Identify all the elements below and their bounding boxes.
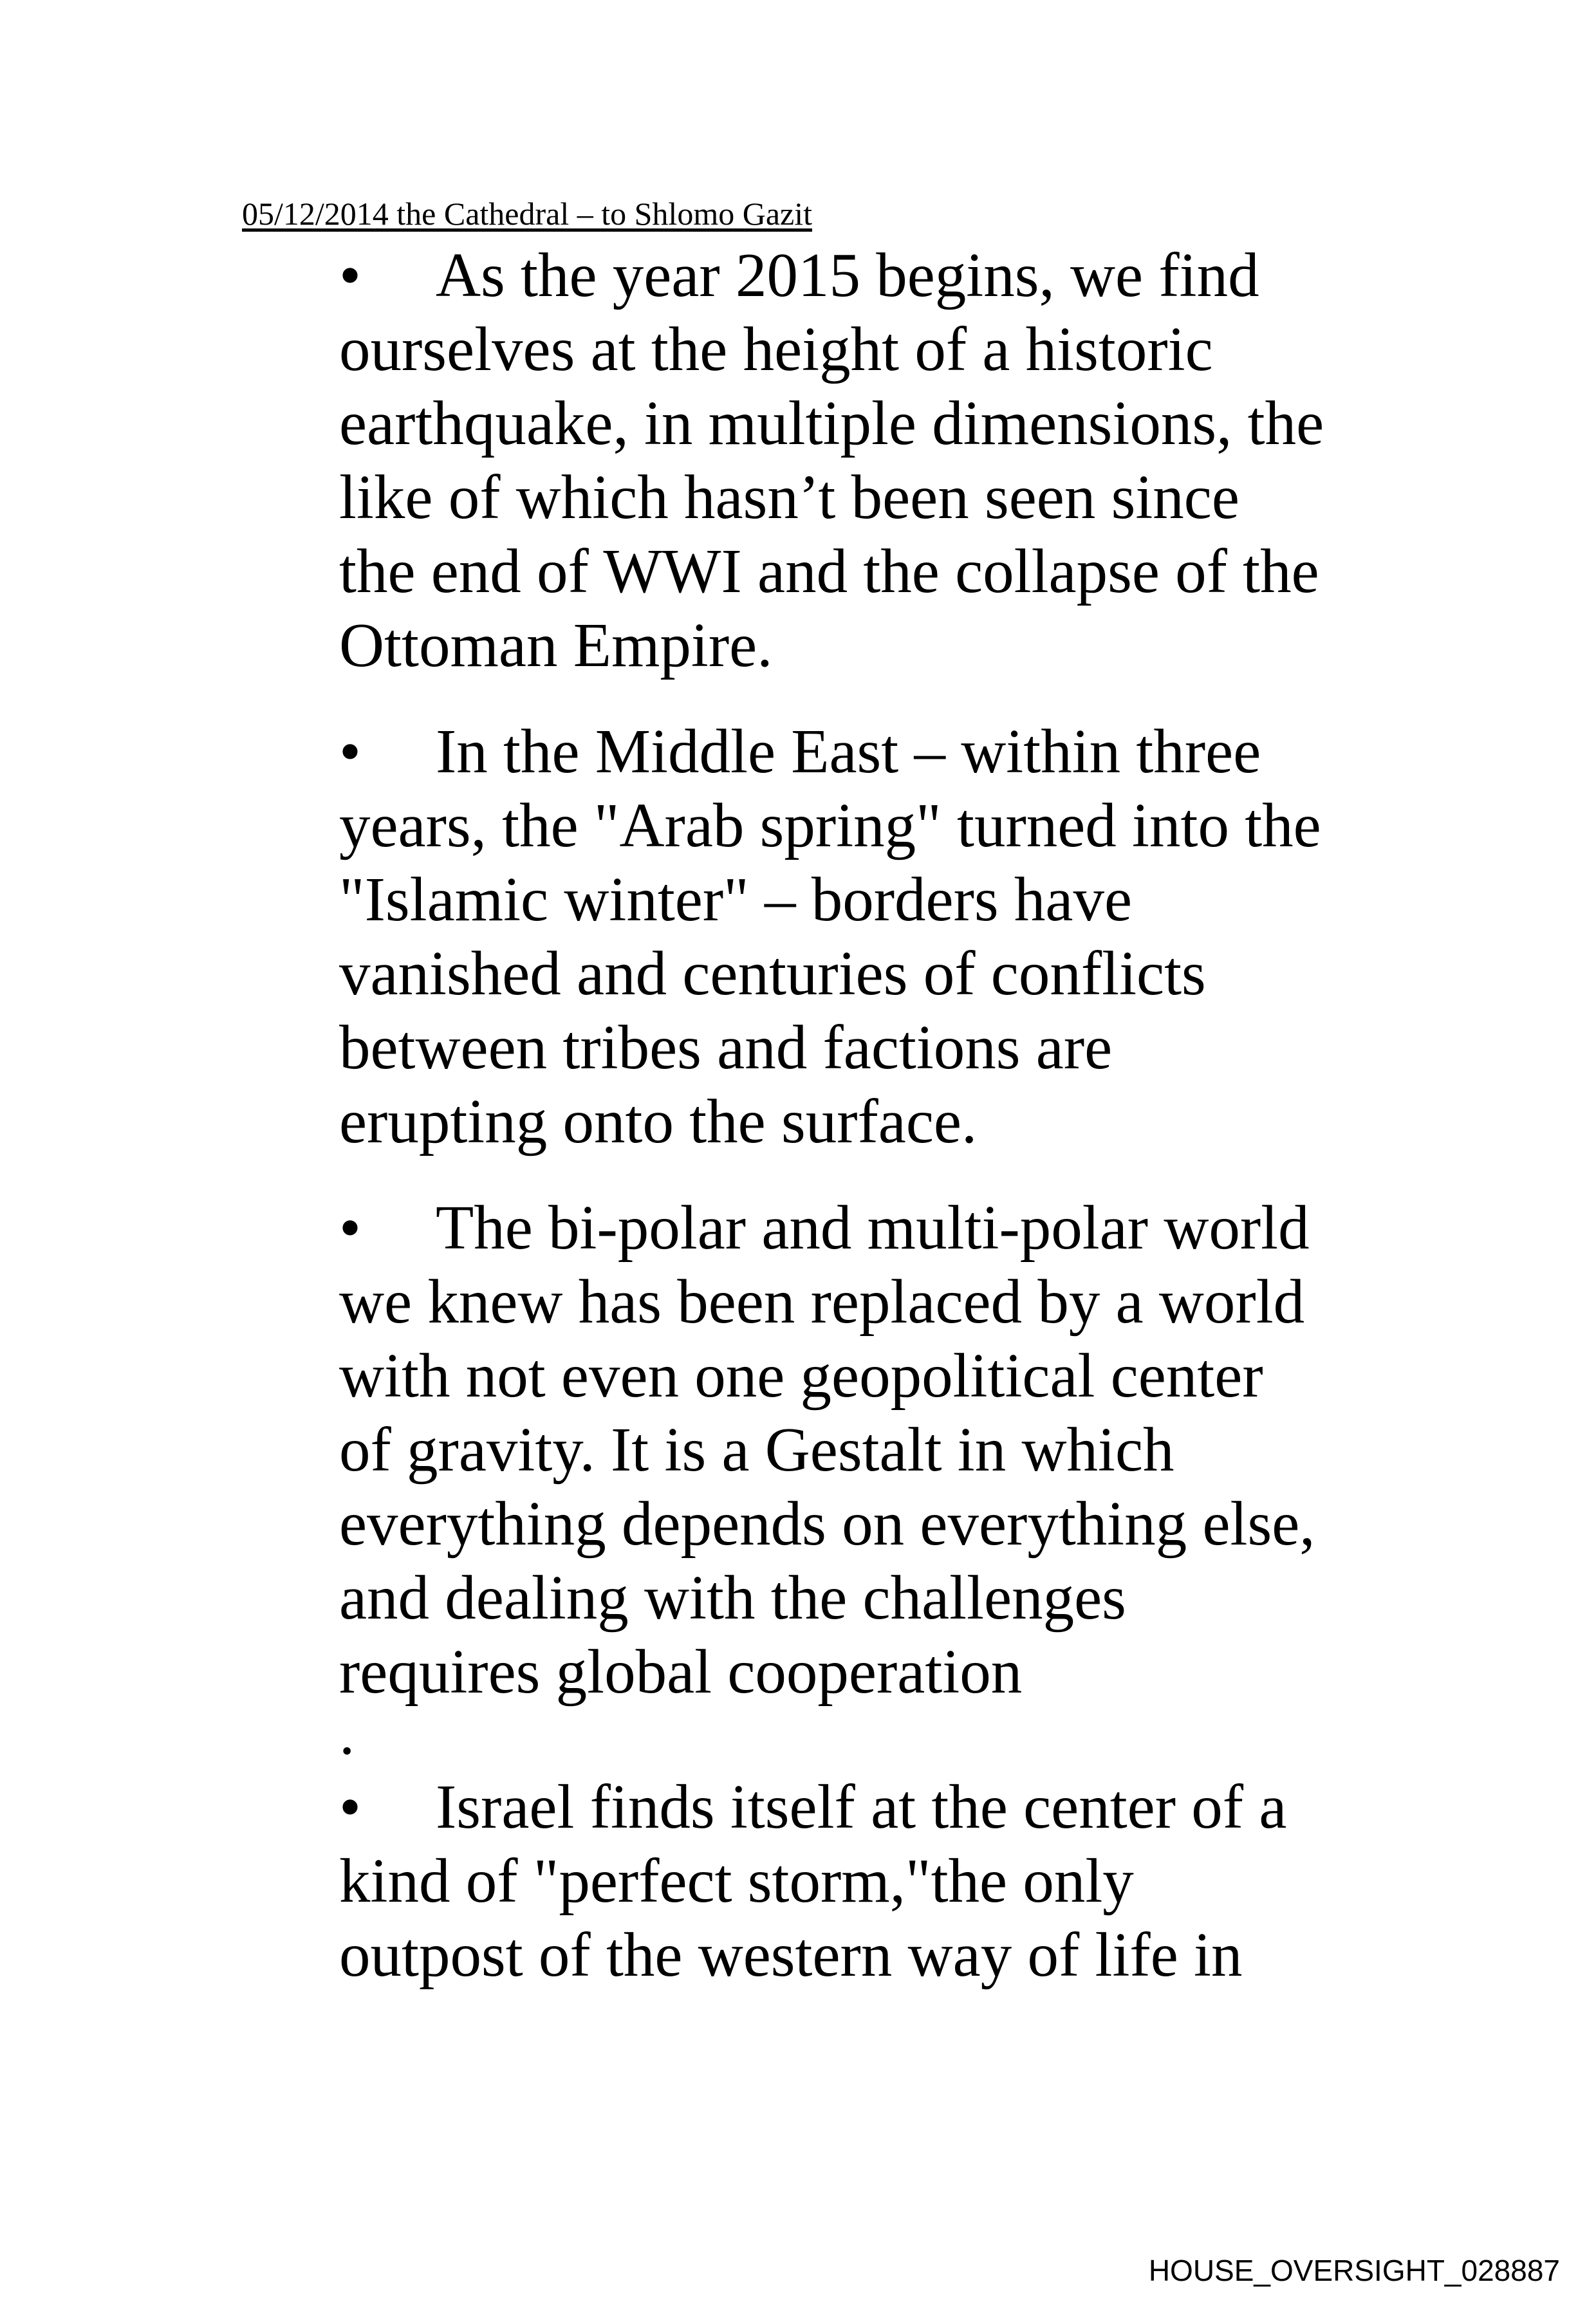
bullet-text: requires global cooperation	[339, 1637, 1023, 1706]
bullet-icon: •	[339, 1193, 361, 1262]
bullet-text: kind of "perfect storm,"the only	[339, 1846, 1134, 1915]
bates-stamp: HOUSE_OVERSIGHT_028887	[1148, 2254, 1560, 2287]
bullet-item	[339, 714, 1433, 1158]
bullet-text: Ottoman Empire.	[339, 611, 773, 680]
bullet-icon: •	[339, 241, 361, 310]
bullet-text: In the Middle East – within three	[436, 717, 1261, 786]
bullet-text: like of which hasn’t been seen since	[339, 463, 1239, 532]
bullet-text: we knew has been replaced by a world	[339, 1267, 1305, 1336]
bullet-first-line	[339, 714, 1433, 788]
bullet-text: of gravity. It is a Gestalt in which	[339, 1415, 1174, 1484]
bullet-text: with not even one geopolitical center	[339, 1341, 1263, 1410]
bullet-item	[339, 1191, 1433, 1770]
bullet-text: the end of WWI and the collapse of the	[339, 537, 1319, 606]
bullet-text: As the year 2015 begins, we find	[436, 241, 1259, 310]
bullet-first-line	[339, 1191, 1433, 1265]
bullet-item	[339, 238, 1433, 682]
bullet-first-line	[339, 238, 1433, 312]
bullet-icon: •	[339, 717, 361, 786]
trailing-period: .	[339, 1698, 355, 1767]
bullet-text: "Islamic winter" – borders have	[339, 865, 1133, 934]
bullet-text: The bi-polar and multi-polar world	[436, 1193, 1310, 1262]
bullet-list	[339, 238, 1433, 2024]
bullet-text: vanished and centuries of conflicts	[339, 939, 1206, 1008]
document-header: 05/12/2014 the Cathedral – to Shlomo Gazit	[242, 196, 812, 232]
bullet-item	[339, 1770, 1433, 1992]
bullet-text: outpost of the western way of life in	[339, 1920, 1243, 1989]
bullet-text: earthquake, in multiple dimensions, the	[339, 389, 1324, 458]
bullet-text: everything depends on everything else,	[339, 1489, 1315, 1558]
bullet-text: erupting onto the surface.	[339, 1087, 978, 1156]
bullet-text: and dealing with the challenges	[339, 1563, 1126, 1632]
bullet-text: between tribes and factions are	[339, 1013, 1113, 1082]
bullet-text: Israel finds itself at the center of a	[436, 1772, 1287, 1841]
bullet-text: years, the "Arab spring" turned into the	[339, 791, 1321, 860]
bullet-first-line	[339, 1770, 1433, 1844]
bullet-text: ourselves at the height of a historic	[339, 315, 1213, 384]
bullet-icon: •	[339, 1772, 361, 1841]
